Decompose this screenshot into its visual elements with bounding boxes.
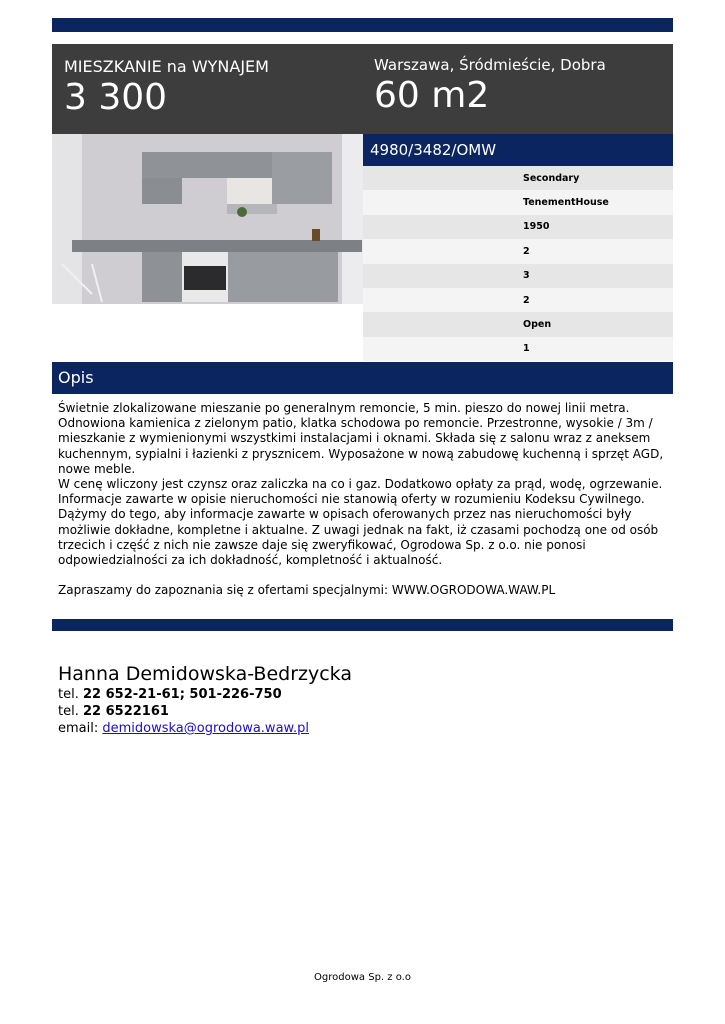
email-link[interactable]: demidowska@ogrodowa.waw.pl [102, 721, 309, 736]
phone-number-1: 22 652-21-61; 501-226-750 [82, 687, 282, 702]
param-row-kitchen: Open [363, 312, 673, 336]
reference-number: 4980/3482/OMW [363, 134, 673, 166]
listing-price: 3 300 [64, 77, 168, 118]
header-left [64, 56, 269, 118]
param-row-floor: 3 [363, 264, 673, 288]
listing-type: MIESZKANIE na WYNAJEM [64, 57, 269, 76]
footer-company: Ogrodowa Sp. z o.o [314, 972, 411, 983]
email-line [58, 720, 352, 737]
param-row-market: Secondary [363, 166, 673, 190]
param-row-rooms: 2 [363, 239, 673, 263]
listing-area: 60 m2 [374, 75, 490, 116]
kitchen-photo-illustration [52, 134, 363, 304]
description-text: Świetnie zlokalizowane mieszanie po generalnym remoncie, 5 min. pieszo do nowej linii metra. Odnowiona kamienica z zielonym patio, klatka schodowa po remoncie. Przestronne, wysokie / 3m / mieszkanie z wymienionymi wszystkimi instalacjami i oknami. Składa się z salonu wraz z aneksem kuchennym, sypialni i łazienki z prysznicem. Wyposażone w nową zabudowę kuchenną i sprzęt AGD, nowe meble. W cenę wliczony jest czynsz oraz zaliczka na co i gaz. Dodatkowo opłaty za prąd, wodę, ogrzewanie. Informacje zawarte w opisie nieruchomości nie stanowią oferty w rozumieniu Kodeksu Cywilnego. Dążymy do tego, aby informacje zawarte w opisach oferowanych przez nas nieruchomości były możliwie dokładne, kompletne i aktualne. Z uwagi jednak na fakt, iż czasami pochodzą one od osób trzecich i część z nich nie zawsze daje się zweryfikować, Ogrodowa Sp. z o.o. nie ponosi odpowiedzialności za ich dokładność, kompletność i aktualność. Zapraszamy do zapoznania się z ofertami specjalnymi: WWW.OGRODOWA.WAW.PL [58, 401, 664, 598]
phone-line-2 [58, 703, 352, 720]
param-row-building-type: TenementHouse [363, 190, 673, 214]
agent-name: Hanna Demidowska-Bedrzycka [58, 663, 352, 685]
email-label: email: [58, 721, 103, 736]
contact-block [58, 662, 352, 737]
phone-label-1: tel. [58, 687, 83, 702]
phone-line-1 [58, 686, 352, 703]
description-heading: Opis [52, 362, 673, 394]
phone-label-2: tel. [58, 704, 83, 719]
phone-number-2: 22 6522161 [82, 704, 169, 719]
param-row-year: 1950 [363, 215, 673, 239]
listing-header [52, 44, 673, 134]
header-right [374, 54, 606, 116]
params-table [363, 166, 673, 361]
top-bar [52, 18, 673, 32]
bottom-bar [52, 619, 673, 631]
listing-location: Warszawa, Śródmieście, Dobra [374, 56, 606, 74]
param-row-bathrooms: 1 [363, 337, 673, 361]
param-row-floors: 2 [363, 288, 673, 312]
kitchen-photo [52, 134, 363, 304]
